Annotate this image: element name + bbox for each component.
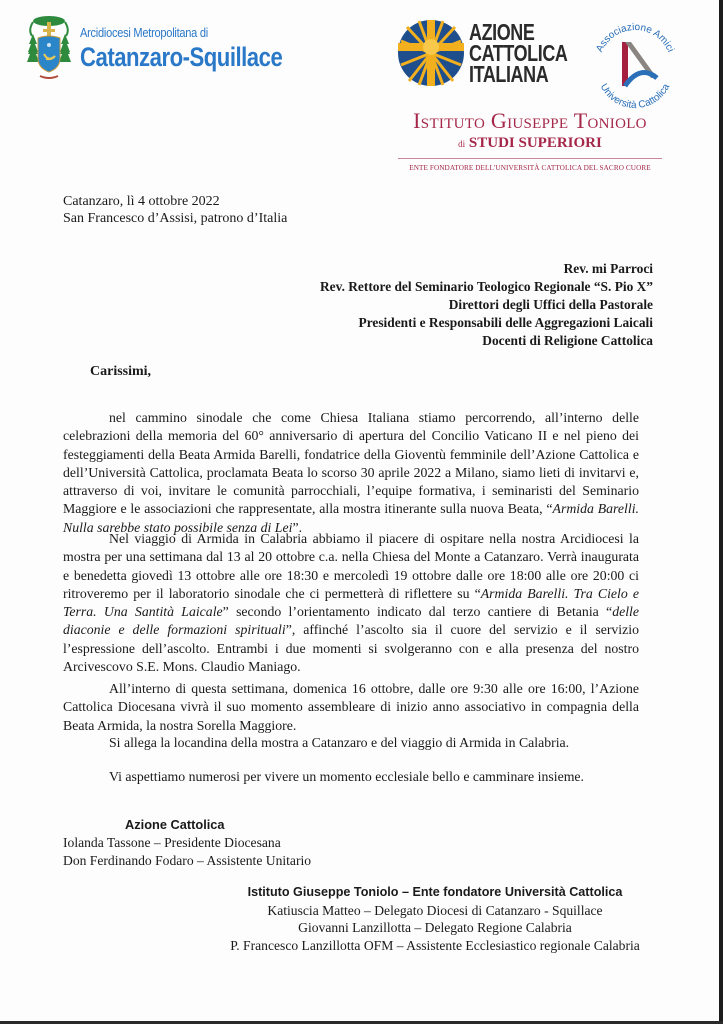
exhibition-title: Armida Barelli. Nulla sarebbe stato possibile senza di Lei: [63, 501, 639, 535]
signature-azione-cattolica: [63, 816, 311, 870]
feast-day: San Francesco d’Assisi, patrono d’Italia: [63, 211, 288, 226]
p5-text: Vi aspettiamo numerosi per vivere un momento ecclesiale bello e camminare insieme.: [109, 769, 584, 784]
toniolo-subtitle: STUDI SUPERIORI: [468, 135, 602, 151]
recipient: Presidenti e Responsabili delle Aggregazioni Laicali: [358, 315, 653, 330]
p2-text-a: Nel viaggio di Armida in Calabria abbiamo il piacere di ospitare nella nostra Arcidiocesi la mostra per una settimana dal 13 al 20 ottobre c.a. nella Chiesa del Monte a Catanzaro. Verrà inaugurata e benedetta giovedì 13 ottobre alle ore 18:30 e mercoledì 19 ottobre dalle ore 18:00 alle ore 20:00 ci ritroveremo per il laboratorio sinodale che ci permetterà di riflettere su “: [63, 531, 639, 601]
cantiere-title: delle diaconie e delle formazioni spirituali: [63, 604, 639, 638]
place-date: Catanzaro, lì 4 ottobre 2022: [63, 194, 220, 209]
signature-heading: Azione Cattolica: [125, 817, 225, 832]
paragraph-1: [63, 409, 639, 537]
istituto-toniolo-logo: [398, 108, 662, 172]
p4-text: Si allega la locandina della mostra a Catanzaro e del viaggio di Armida in Calabria.: [109, 735, 570, 750]
recipient: Rev. Rettore del Seminario Teologico Regionale “S. Pio X”: [320, 279, 653, 294]
ac-line1: AZIONE: [469, 18, 535, 45]
signatory: P. Francesco Lanzillotta OFM – Assistente Ecclesiastico regionale Calabria: [230, 937, 640, 953]
place-date-block: [63, 193, 287, 227]
p3-text: All’interno di questa settimana, domenica 16 ottobre, dalle ore 9:30 alle ore 16:00, l’Azione Cattolica Diocesana vivrà il suo momento assembleare di inizio anno associativo in compagnia della Beata Armida, la nostra Sorella Maggiore.: [63, 681, 639, 733]
toniolo-title: Istituto Giuseppe Toniolo: [413, 108, 647, 133]
toniolo-di: di: [458, 139, 466, 149]
ac-sun-cross-icon: [397, 19, 465, 87]
recipients-block: [320, 260, 653, 350]
signatory: Iolanda Tassone – Presidente Diocesana: [63, 835, 281, 850]
ac-line3: ITALIANA: [469, 60, 549, 87]
diocese-name: Catanzaro-Squillace: [80, 41, 283, 72]
diocese-logo: [24, 14, 327, 82]
recipient: Docenti di Religione Cattolica: [482, 333, 653, 348]
svg-text:Università Cattolica: [598, 82, 673, 111]
paragraph-4: [63, 734, 639, 752]
amici-bottom-text: Università Cattolica: [597, 82, 673, 112]
lab-title: Armida Barelli. Tra Cielo e Terra. Una Santità Laicale: [63, 585, 639, 620]
greeting: Carissimi,: [90, 364, 152, 379]
azione-cattolica-logo: [397, 19, 595, 87]
signatory: Giovanni Lanzillotta – Delegato Regione Calabria: [298, 920, 572, 935]
paragraph-5: [63, 768, 639, 786]
p1-text: nel cammino sinodale che come Chiesa Italiana stiamo percorrendo, all’interno delle celebrazioni della memoria del 60° anniversario di apertura del Concilio Vaticano II e nel pieno dei festeggiamenti della Beata Armida Barelli, fondatrice della Gioventù femminile dell’Azione Cattolica e dell’Università Cattolica, proclamata Beata lo scorso 30 aprile 2022 a Milano, siamo lieti di invitarvi e, attraverso di voi, invitare le comunità parrocchiali, l’equipe formativa, i seminaristi del Seminario Maggiore e le associazioni che rappresentate, alla mostra itinerante sulla nuova Beata, “: [63, 410, 639, 517]
signatory: Katiuscia Matteo – Delegato Diocesi di Catanzaro - Squillace: [267, 902, 603, 918]
signature-toniolo: [190, 884, 680, 954]
recipient: Rev. mi Parroci: [563, 261, 653, 276]
ac-line2: CATTOLICA: [469, 39, 568, 66]
diocese-subtitle: Arcidiocesi Metropolitana di: [80, 24, 208, 40]
signature-heading: Istituto Giuseppe Toniolo – Ente fondatore Università Cattolica: [247, 885, 623, 899]
signatory: Don Ferdinando Fodaro – Assistente Unitario: [63, 853, 312, 868]
amici-top-text: Associazione Amici: [594, 21, 676, 54]
toniolo-tagline: ENTE FONDATORE DELL'UNIVERSITÀ CATTOLICA DEL SACRO CUORE: [409, 164, 651, 172]
paragraph-3: [63, 680, 639, 735]
p1-end: ”.: [292, 519, 303, 535]
p2-text-b: ” secondo l’orientamento indicato dal terzo cantiere di Betania “: [222, 604, 613, 620]
toniolo-divider: [398, 158, 662, 159]
coat-of-arms-icon: [24, 14, 74, 82]
associazione-amici-logo: [585, 12, 685, 112]
page-edge-right: [719, 0, 723, 1024]
paragraph-2: [63, 530, 639, 676]
p2-text-c: ”, affinché l’ascolto sia il cuore del servizio e il servizio l’espressione dell’ascolto. Entrambi i due momenti si svolgeranno con e alla presenza del nostro Arcivescovo S.E. Mons. Claudio Maniago.: [63, 622, 639, 675]
recipient: Direttori degli Uffici della Pastorale: [448, 297, 653, 312]
